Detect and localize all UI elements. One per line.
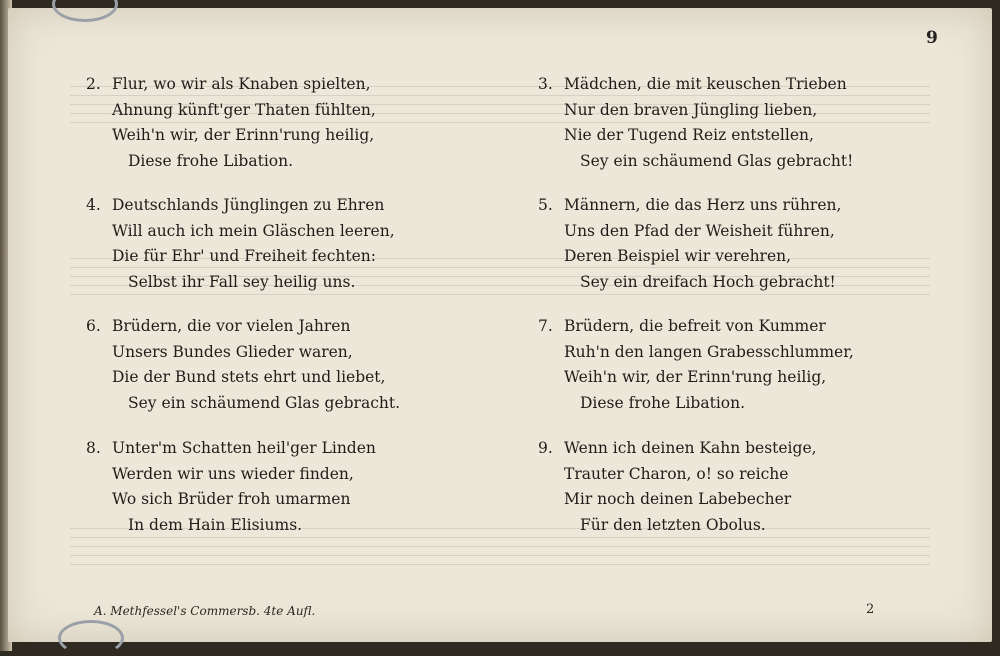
stanza-number: 2. xyxy=(86,75,101,93)
verse-line: Sey ein schäumend Glas gebracht. xyxy=(128,393,401,412)
verse-line: Trauter Charon, o! so reiche xyxy=(564,464,789,483)
stanza-4 xyxy=(86,193,395,295)
verse-line: Diese frohe Libation. xyxy=(580,393,746,412)
verse-line: Sey ein schäumend Glas gebracht! xyxy=(580,151,854,170)
verse-line: Werden wir uns wieder finden, xyxy=(112,464,354,483)
verse-line: Nur den braven Jüngling lieben, xyxy=(564,100,818,119)
verse-line: Für den letzten Obolus. xyxy=(580,515,766,534)
page-number: 9 xyxy=(926,28,938,48)
stanza-number: 3. xyxy=(538,75,553,93)
verse-line: Weih'n wir, der Erinn'rung heilig, xyxy=(564,368,827,386)
stanza-number: 9. xyxy=(538,439,553,457)
stanza-number: 5. xyxy=(538,196,553,214)
footer-imprint: A. Methfessel's Commersb. 4te Aufl. xyxy=(94,604,316,618)
verse-line: Will auch ich mein Gläschen leeren, xyxy=(112,221,395,240)
stanza-number: 4. xyxy=(86,196,101,214)
stanza-8 xyxy=(86,436,376,538)
verse-line: Brüdern, die vor vielen Jahren xyxy=(112,317,351,335)
verse-line: Ahnung künft'ger Thaten fühlten, xyxy=(112,100,376,119)
verse-line: Ruh'n den langen Grabesschlummer, xyxy=(564,342,854,361)
stanza-number: 8. xyxy=(86,439,101,457)
book-page xyxy=(8,8,992,642)
stanza-6 xyxy=(86,314,400,416)
verse-line: Nie der Tugend Reiz entstellen, xyxy=(564,126,814,144)
stanza-5 xyxy=(538,193,841,295)
verse-line: Mir noch deinen Labebecher xyxy=(564,490,792,508)
verse-line: Weih'n wir, der Erinn'rung heilig, xyxy=(112,126,375,144)
stanza-number: 6. xyxy=(86,317,101,335)
verse-line: Selbst ihr Fall sey heilig uns. xyxy=(128,272,356,291)
stanza-number: 7. xyxy=(538,317,553,335)
verse-line: Deutschlands Jünglingen zu Ehren xyxy=(112,196,385,214)
stanza-9 xyxy=(538,436,817,538)
verse-line: Sey ein dreifach Hoch gebracht! xyxy=(580,272,836,291)
stanza-2 xyxy=(86,72,376,174)
stanza-7 xyxy=(538,314,854,416)
signature-mark: 2 xyxy=(866,602,875,617)
verse-line: In dem Hain Elisiums. xyxy=(128,515,303,534)
verse-line: Unsers Bundes Glieder waren, xyxy=(112,342,353,361)
verse-line: Uns den Pfad der Weisheit führen, xyxy=(564,221,835,240)
verse-line: Wenn ich deinen Kahn besteige, xyxy=(564,439,817,457)
verse-line: Mädchen, die mit keuschen Trieben xyxy=(564,75,847,93)
verse-line: Flur, wo wir als Knaben spielten, xyxy=(112,75,371,93)
verse-line: Deren Beispiel wir verehren, xyxy=(564,247,792,265)
verse-line: Unter'm Schatten heil'ger Linden xyxy=(112,439,376,457)
verse-line: Wo sich Brüder froh umarmen xyxy=(112,490,351,508)
verse-line: Männern, die das Herz uns rühren, xyxy=(564,196,842,214)
verse-line: Brüdern, die befreit von Kummer xyxy=(564,317,826,335)
verse-line: Die für Ehr' und Freiheit fechten: xyxy=(112,247,376,265)
verse-line: Diese frohe Libation. xyxy=(128,151,294,170)
stanza-3 xyxy=(538,72,853,174)
verse-line: Die der Bund stets ehrt und liebet, xyxy=(112,368,386,386)
